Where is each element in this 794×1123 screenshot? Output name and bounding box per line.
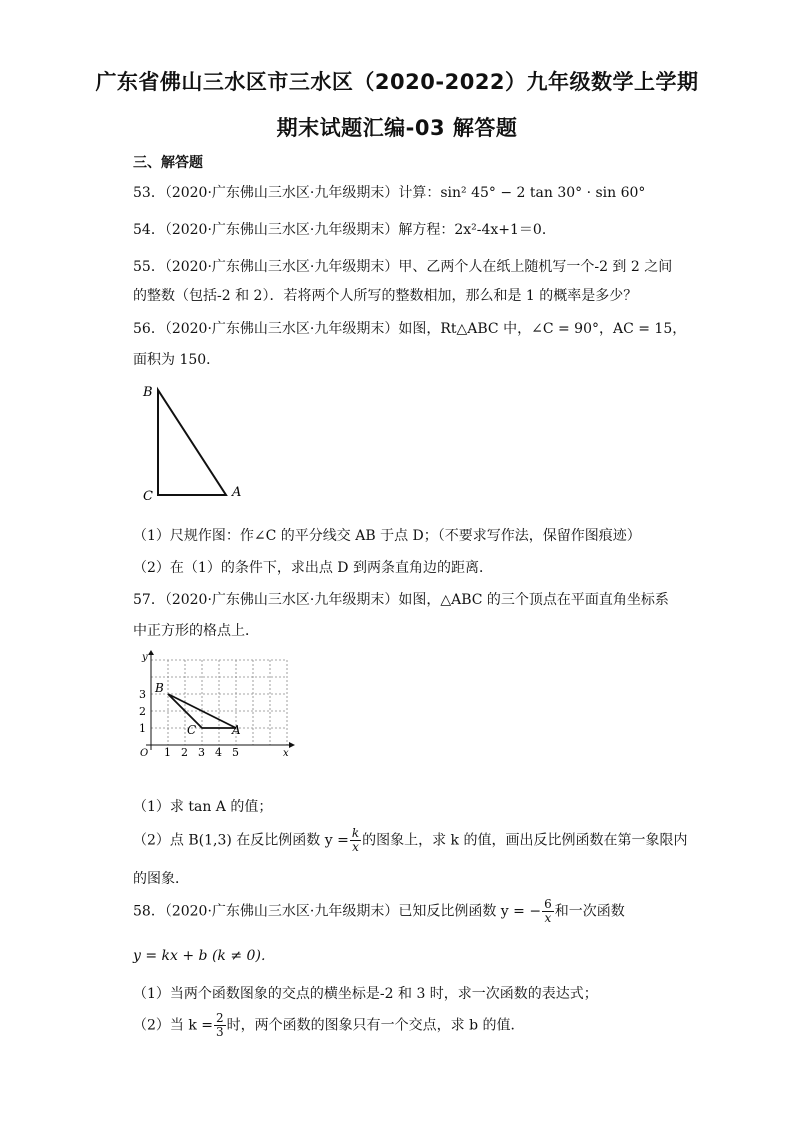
q58-fraction-6-over-x xyxy=(542,898,554,925)
q57-x-tick-2: 2 xyxy=(181,746,188,759)
q56-label-c: C xyxy=(143,489,153,504)
q57-x-tick-1: 1 xyxy=(164,746,171,759)
q53-expression: sin² 45° − 2 tan 30° · sin 60° xyxy=(440,185,646,201)
q57-y-tick-2: 2 xyxy=(139,705,146,718)
q58-sub2-text-a: （2）当 k = xyxy=(133,1017,214,1034)
section-title: 三、解答题 xyxy=(133,155,203,171)
q56-subquestion-1: （1）尺规作图：作∠C 的平分线交 AB 于点 D；（不要求写作法，保留作图痕迹） xyxy=(133,528,641,544)
q57-y-tick-1: 1 xyxy=(139,722,146,735)
q58-sub2-numerator: 2 xyxy=(216,1011,224,1025)
q57-point-a: A xyxy=(232,723,241,737)
q57-subquestion-2-line-2: 的图象． xyxy=(133,871,189,887)
q57-coordinate-figure xyxy=(134,650,304,765)
question-57-line-2: 中正方形的格点上． xyxy=(133,623,259,639)
q58-subquestion-2 xyxy=(133,1012,525,1039)
q58-fraction-numerator: 6 xyxy=(544,897,552,911)
question-58-line-1 xyxy=(133,898,625,925)
question-56-line-2: 面积为 150． xyxy=(133,352,221,368)
q57-point-b: B xyxy=(155,681,164,695)
q58-sub2-text-b: 时，两个函数的图象只有一个交点，求 b 的值． xyxy=(226,1017,525,1034)
q57-y-label: y xyxy=(142,652,148,663)
title-line-2: 期末试题汇编-03 解答题 xyxy=(276,116,518,140)
q58-fraction-2-over-3 xyxy=(214,1012,226,1039)
question-53 xyxy=(133,182,645,202)
q57-grid xyxy=(151,660,287,745)
question-54: 54．（2020·广东佛山三水区·九年级期末）解方程：2x²-4x+1＝0． xyxy=(133,222,556,238)
q57-subquestion-2 xyxy=(133,827,688,854)
q57-y-tick-3: 3 xyxy=(139,688,146,701)
q56-triangle-figure xyxy=(138,380,248,505)
q57-fraction-k-over-x xyxy=(350,827,361,854)
q57-x-tick-3: 3 xyxy=(198,746,205,759)
q56-subquestion-2: （2）在（1）的条件下，求出点 D 到两条直角边的距离． xyxy=(133,560,493,576)
q57-origin-label: O xyxy=(140,748,149,759)
q56-label-b: B xyxy=(143,385,153,400)
question-56-line-1: 56．（2020·广东佛山三水区·九年级期末）如图，Rt△ABC 中，∠C = 90°，AC = 15， xyxy=(133,321,687,337)
title-line-1: 广东省佛山三水区市三水区（2020-2022）九年级数学上学期 xyxy=(95,70,699,94)
question-55-line-1: 55．（2020·广东佛山三水区·九年级期末）甲、乙两个人在纸上随机写一个-2 到 2 之间 xyxy=(133,259,673,275)
q58-text-a: 58．（2020·广东佛山三水区·九年级期末）已知反比例函数 y = − xyxy=(133,903,542,920)
q58-sub2-denominator: 3 xyxy=(216,1025,224,1039)
q57-fraction-denominator: x xyxy=(352,840,359,854)
q57-x-tick-4: 4 xyxy=(215,746,222,759)
q57-fraction-numerator: k xyxy=(351,826,360,840)
q57-triangle xyxy=(168,694,236,728)
q57-x-tick-5: 5 xyxy=(232,746,239,759)
q56-label-a: A xyxy=(232,485,242,500)
q53-prefix: 53．（2020·广东佛山三水区·九年级期末）计算： xyxy=(133,185,441,201)
q58-fraction-denominator: x xyxy=(544,911,552,925)
question-55-line-2: 的整数（包括-2 和 2）．若将两个人所写的整数相加，那么和是 1 的概率是多少？ xyxy=(133,288,638,304)
q56-triangle xyxy=(158,390,226,495)
q57-subquestion-1: （1）求 tan A 的值； xyxy=(133,799,273,815)
q57-point-c: C xyxy=(187,723,197,737)
question-58-line-2: y = kx + b (k ≠ 0)． xyxy=(133,948,275,964)
question-57-line-1: 57．（2020·广东佛山三水区·九年级期末）如图，△ABC 的三个顶点在平面直角坐标系 xyxy=(133,592,669,608)
q57-sub2-text-b: 的图象上，求 k 的值，画出反比例函数在第一象限内 xyxy=(362,832,688,849)
q57-sub2-text-a: （2）点 B(1,3) 在反比例函数 y = xyxy=(133,832,349,849)
q57-x-label: x xyxy=(283,748,289,759)
q57-x-arrow xyxy=(289,742,295,748)
q58-text-b: 和一次函数 xyxy=(554,903,625,920)
q58-subquestion-1: （1）当两个函数图象的交点的横坐标是-2 和 3 时，求一次函数的表达式； xyxy=(133,986,598,1002)
q57-y-arrow xyxy=(148,650,154,655)
